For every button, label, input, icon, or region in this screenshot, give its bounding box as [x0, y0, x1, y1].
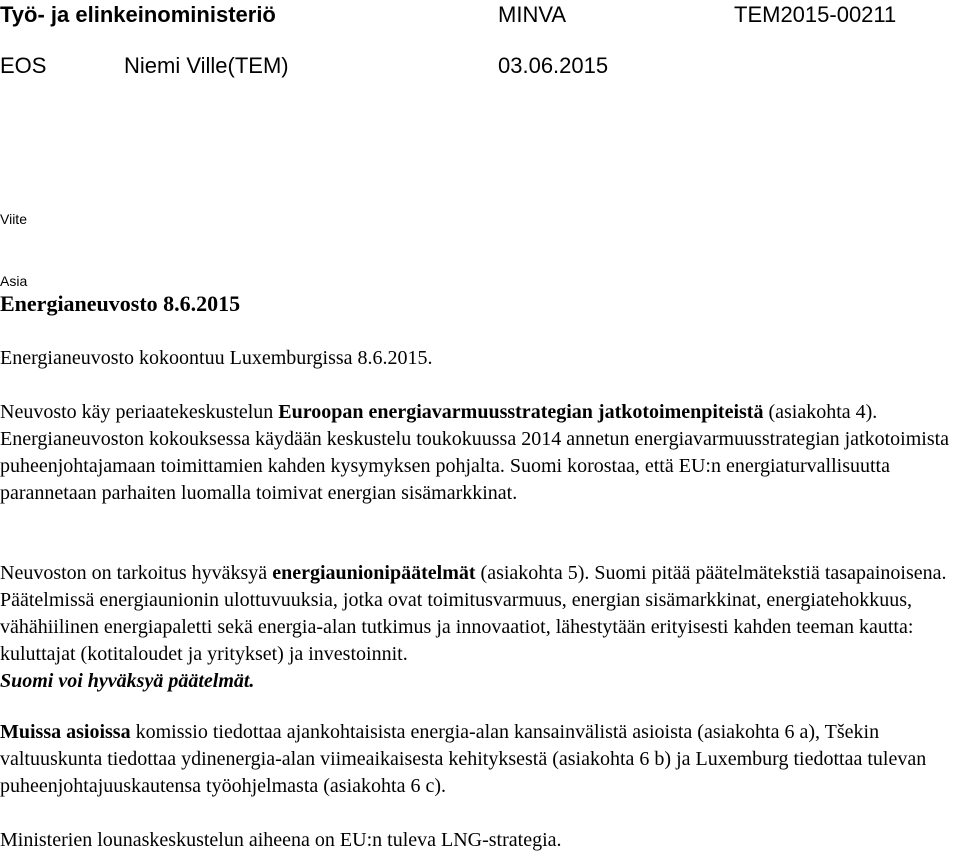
paragraph-text: Neuvosto käy periaatekeskustelun — [0, 401, 279, 423]
paragraph-text: komissio tiedottaa ajankohtaisista energia-alan kansainvälistä asioista (asiakohta 6 a), Tšekin valtuuskunta tiedottaa ydinenergia-alan viimeaikaisesta kehityksestä (asiakohta 6 b) ja Luxemburg tiedottaa tulevan puheenjohtajuuskautensa työohjelmasta (asiakohta 6 c). — [0, 721, 927, 797]
subject-label: Asia — [0, 273, 28, 289]
document-title: Energianeuvosto 8.6.2015 — [0, 291, 241, 316]
system-name: MINVA — [498, 2, 567, 27]
paragraph-intro — [0, 345, 960, 372]
paragraph-lunch — [0, 827, 960, 854]
document-id: TEM2015-00211 — [734, 2, 897, 27]
author-name: Niemi Ville(TEM) — [124, 53, 289, 78]
paragraph-text: Energianeuvosto kokoontuu Luxemburgissa 8.6.2015. — [0, 347, 433, 369]
paragraph-text: Ministerien lounaskeskustelun aiheena on EU:n tuleva LNG-strategia. — [0, 829, 562, 851]
emphasis-other-matters: Muissa asioissa — [0, 721, 131, 743]
emphasis-strategy: Euroopan energiavarmuusstrategian jatkotoimenpiteistä — [278, 401, 764, 423]
paragraph-energy-security — [0, 399, 960, 507]
paragraph-text: Neuvoston on tarkoitus hyväksyä — [0, 562, 273, 584]
paragraph-energy-union — [0, 560, 960, 695]
ministry-name: Työ- ja elinkeinoministeriö — [0, 2, 276, 27]
emphasis-conclusions: energiaunionipäätelmät — [272, 562, 476, 584]
document-date: 03.06.2015 — [498, 53, 609, 78]
unit-code: EOS — [0, 53, 47, 78]
paragraph-other-matters — [0, 719, 960, 800]
paragraph-text: (asiakohta 5). Suomi pitää päätelmätekstiä tasapainoisena. Päätelmissä energiaunionin ulottuvuuksia, jotka ovat toimitusvarmuus, energian sisämarkkinat, energiatehokkuus, vähähiilinen energiapaletti sekä energia-alan tutkimus ja innovaatiot, lähestytään erityisesti kahden teeman kautta: kuluttajat (kotitaloudet ja yritykset) ja investoinnit. — [0, 562, 947, 665]
reference-label: Viite — [0, 211, 27, 227]
paragraph-text: (asiakohta 4). Energianeuvoston kokouksessa käydään keskustelu toukokuussa 2014 annetun energiavarmuusstrategian jatkotoimista puheenjohtajamaan toimittamien kahden kysymyksen pohjalta. Suomi korostaa, että EU:n energiaturvallisuutta parannetaan parhaiten luomalla toimivat energian sisämarkkinat. — [0, 401, 950, 504]
emphasis-finland-position: Suomi voi hyväksyä päätelmät. — [0, 670, 255, 692]
